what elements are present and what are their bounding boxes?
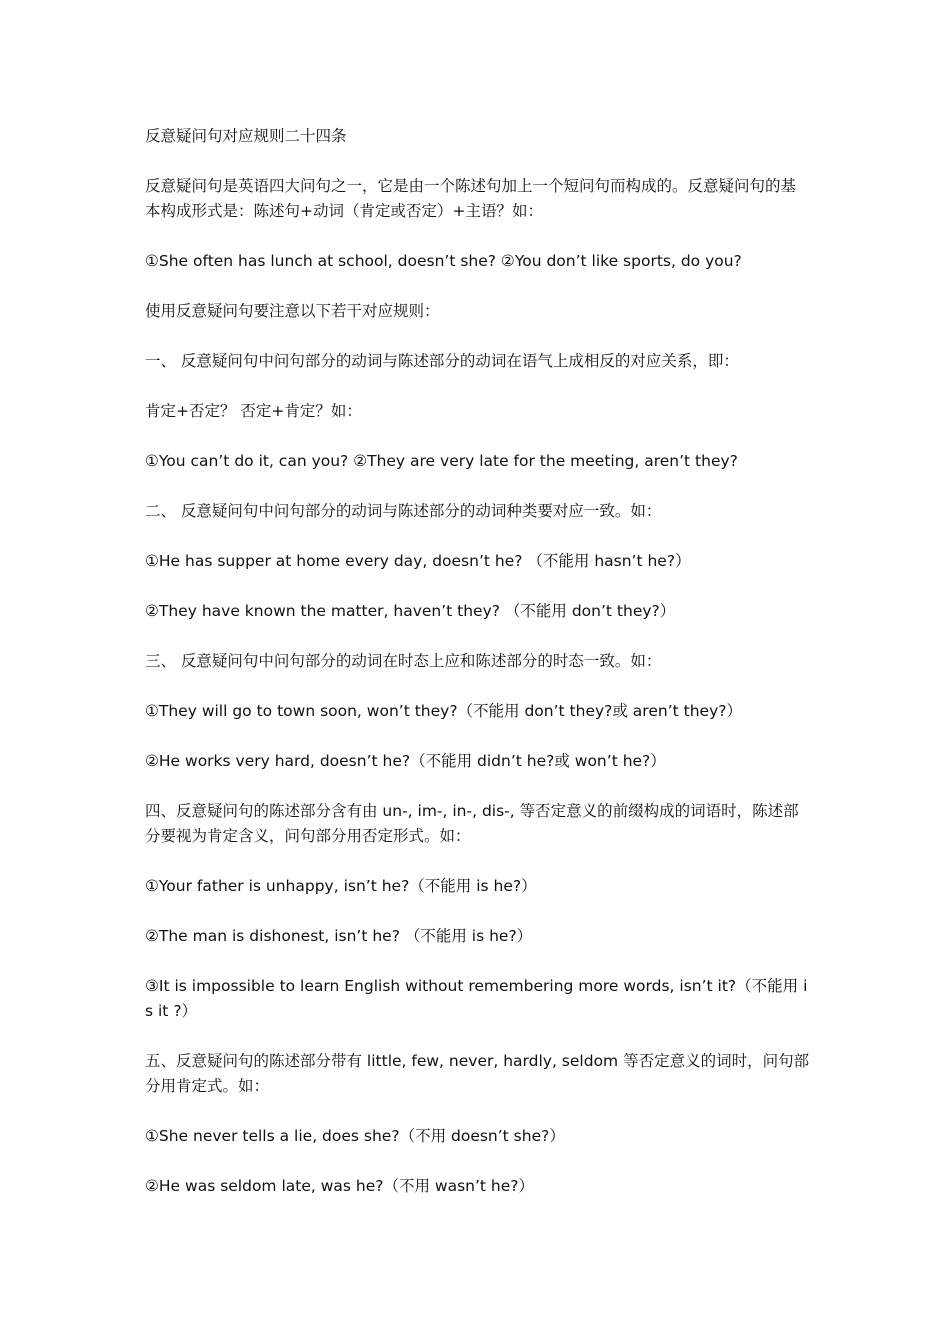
example-line: ②The man is dishonest, isn’t he? （不能用 is he?） bbox=[145, 927, 533, 945]
example-line: ②He works very hard, doesn’t he?（不能用 didn’t he?或 won’t he?） bbox=[145, 752, 666, 770]
example-line: ①He has supper at home every day, doesn’t he? （不能用 hasn’t he?） bbox=[145, 552, 691, 570]
example-line: ①She never tells a lie, does she?（不用 doesn’t she?） bbox=[145, 1127, 565, 1145]
rule-heading-3: 三、 反意疑问句中问句部分的动词在时态上应和陈述部分的时态一致。如： bbox=[145, 652, 662, 670]
document-page bbox=[145, 124, 810, 1224]
document-title: 反意疑问句对应规则二十四条 bbox=[145, 127, 347, 145]
example-line: ①You can’t do it, can you? ②They are very late for the meeting, aren’t they? bbox=[145, 452, 738, 470]
example-line: ①Your father is unhappy, isn’t he?（不能用 is he?） bbox=[145, 877, 537, 895]
rule-heading-2: 二、 反意疑问句中问句部分的动词与陈述部分的动词种类要对应一致。如： bbox=[145, 502, 662, 520]
example-line: ②They have known the matter, haven’t they? （不能用 don’t they?） bbox=[145, 602, 676, 620]
paragraph-rules-intro: 使用反意疑问句要注意以下若干对应规则： bbox=[145, 302, 440, 320]
example-line: ②He was seldom late, was he?（不用 wasn’t he?） bbox=[145, 1177, 535, 1195]
example-line: ①She often has lunch at school, doesn’t she? ②You don’t like sports, do you? bbox=[145, 252, 742, 270]
rule-heading-5: 五、反意疑问句的陈述部分带有 little, few, never, hardly, seldom 等否定意义的词时，问句部分用肯定式。如： bbox=[145, 1052, 810, 1095]
rule-heading-4: 四、反意疑问句的陈述部分含有由 un-, im-, in-, dis-, 等否定意义的前缀构成的词语时，陈述部分要视为肯定含义，问句部分用否定形式。如： bbox=[145, 802, 799, 845]
paragraph-intro: 反意疑问句是英语四大问句之一，它是由一个陈述句加上一个短问句而构成的。反意疑问句的基本构成形式是：陈述句+动词（肯定或否定）+主语？如： bbox=[145, 177, 797, 220]
example-line: ③It is impossible to learn English without remembering more words, isn’t it?（不能用 is it ?） bbox=[145, 977, 808, 1020]
rule-1-note: 肯定+否定？ 否定+肯定？如： bbox=[145, 402, 362, 420]
example-line: ①They will go to town soon, won’t they?（不能用 don’t they?或 aren’t they?） bbox=[145, 702, 742, 720]
rule-heading-1: 一、 反意疑问句中问句部分的动词与陈述部分的动词在语气上成相反的对应关系，即： bbox=[145, 352, 739, 370]
